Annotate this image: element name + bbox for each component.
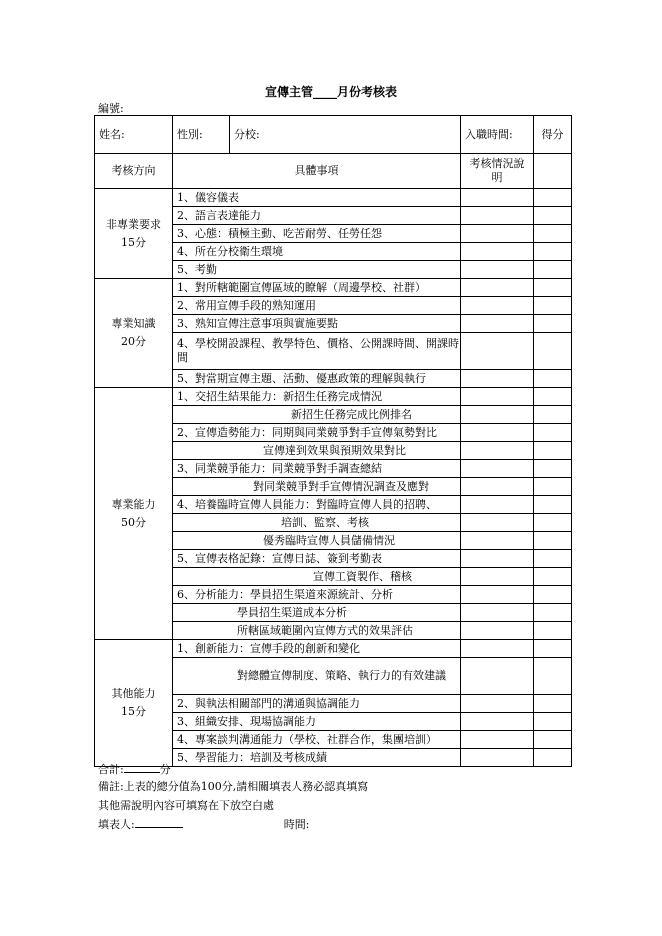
item-cell	[173, 695, 461, 713]
item-text: 2、語言表達能力	[177, 208, 261, 222]
item-cell	[173, 460, 461, 478]
category-cell	[95, 388, 173, 640]
item-cell	[173, 315, 461, 333]
item-cell	[173, 568, 461, 586]
item-text: 新招生任務完成比例排名	[291, 407, 412, 421]
status-cell[interactable]	[461, 640, 534, 658]
score-cell[interactable]	[534, 442, 572, 460]
score-cell[interactable]	[534, 749, 572, 767]
item-cell	[173, 406, 461, 424]
score-cell[interactable]	[534, 406, 572, 424]
status-cell[interactable]	[461, 261, 534, 279]
total-line	[98, 760, 171, 777]
item-text: 1、創新能力：宣傳手段的創新和變化	[177, 641, 360, 655]
evaluation-table	[94, 115, 572, 767]
category-name: 專業能力	[111, 497, 156, 511]
item-text: 6、分析能力：學員招生渠道來源統計、分析	[177, 587, 393, 601]
score-cell[interactable]	[534, 604, 572, 622]
status-header: 考核情況說明	[461, 154, 534, 189]
table-row	[95, 279, 572, 297]
score-cell[interactable]	[534, 496, 572, 514]
item-cell	[173, 189, 461, 207]
category-points: 20分	[121, 335, 146, 348]
score-header-blank[interactable]	[534, 154, 572, 189]
status-cell[interactable]	[461, 370, 534, 388]
status-cell[interactable]	[461, 315, 534, 333]
status-cell[interactable]	[461, 279, 534, 297]
status-cell[interactable]	[461, 406, 534, 424]
item-text: 5、考勤	[177, 262, 217, 276]
item-cell	[173, 279, 461, 297]
score-cell[interactable]	[534, 207, 572, 225]
item-text: 對總體宣傳制度、策略、執行力的有效建議	[237, 669, 446, 682]
time-label: 時間:	[283, 818, 310, 831]
status-cell[interactable]	[461, 388, 534, 406]
item-text: 5、學習能力：培訓及考核成績	[177, 750, 327, 764]
status-cell[interactable]	[461, 713, 534, 731]
status-cell[interactable]	[461, 333, 534, 370]
category-points: 50分	[121, 515, 146, 529]
status-cell[interactable]	[461, 568, 534, 586]
score-cell[interactable]	[534, 550, 572, 568]
item-text: 2、常用宣傳手段的熟知運用	[177, 298, 316, 312]
score-cell[interactable]	[534, 478, 572, 496]
status-cell[interactable]	[461, 586, 534, 604]
item-cell	[173, 713, 461, 731]
item-cell	[173, 586, 461, 604]
total-unit: 分	[159, 763, 171, 776]
status-cell[interactable]	[461, 207, 534, 225]
score-cell[interactable]	[534, 586, 572, 604]
item-cell	[173, 333, 461, 370]
item-cell	[173, 478, 461, 496]
note-text: 備註:上表的總分值為100分,請相關填表人務必認真填寫	[98, 780, 369, 793]
item-cell	[173, 243, 461, 261]
item-cell	[173, 207, 461, 225]
join-date-label: 入職時間:	[465, 127, 513, 141]
category-cell	[95, 189, 173, 279]
status-cell[interactable]	[461, 478, 534, 496]
score-cell[interactable]	[534, 315, 572, 333]
name-label: 姓名:	[99, 127, 125, 141]
name-label-cell[interactable]	[95, 116, 173, 154]
item-text: 3、組織安排、現場協調能力	[177, 714, 316, 728]
status-cell[interactable]	[461, 514, 534, 532]
item-text: 培訓、監察、考核	[281, 515, 369, 529]
item-text: 2、與執法相關部門的溝通與協調能力	[177, 696, 360, 710]
score-cell[interactable]	[534, 388, 572, 406]
item-text: 所轄區域範圍內宣傳方式的效果評估	[237, 623, 413, 637]
gender-label: 性別:	[177, 127, 203, 141]
item-cell	[173, 532, 461, 550]
item-text: 4、所在分校衛生環境	[177, 244, 283, 258]
score-cell[interactable]	[534, 532, 572, 550]
score-cell[interactable]	[534, 731, 572, 749]
score-label-cell	[534, 116, 572, 154]
item-text: 1、交招生結果能力：新招生任務完成情況	[177, 389, 382, 403]
score-cell[interactable]	[534, 370, 572, 388]
item-text: 對同業競爭對手宣傳情況調查及應對	[253, 479, 429, 493]
score-cell[interactable]	[534, 189, 572, 207]
code-label: 編號:	[98, 102, 124, 115]
score-cell[interactable]	[534, 243, 572, 261]
score-cell[interactable]	[534, 279, 572, 297]
status-cell[interactable]	[461, 550, 534, 568]
status-cell[interactable]	[461, 189, 534, 207]
score-cell[interactable]	[534, 640, 572, 658]
score-cell[interactable]	[534, 225, 572, 243]
status-cell[interactable]	[461, 622, 534, 640]
other-text: 其他需說明內容可填寫在下放空白處	[98, 799, 274, 812]
item-text: 3、熟知宣傳注意事項與實施要點	[177, 316, 338, 330]
score-cell[interactable]	[534, 713, 572, 731]
item-text: 1、對所轄範圍宣傳區域的瞭解（周邊學校、社群）	[177, 280, 426, 294]
item-text: 宣傳工資製作、稽核	[313, 569, 412, 583]
item-text: 4、專案談判溝通能力（學校、社群合作，集團培訓）	[177, 732, 437, 746]
score-cell[interactable]	[534, 297, 572, 315]
status-cell[interactable]	[461, 496, 534, 514]
category-cell	[95, 279, 173, 388]
score-cell[interactable]	[534, 658, 572, 695]
item-text: 5、對當期宣傳主題、活動、優惠政策的理解與執行	[177, 371, 426, 385]
table-row	[95, 388, 572, 406]
status-cell[interactable]	[461, 532, 534, 550]
category-name: 非專業要求	[106, 217, 161, 231]
join-date-cell[interactable]	[461, 116, 534, 154]
item-cell	[173, 496, 461, 514]
status-cell[interactable]	[461, 442, 534, 460]
status-cell[interactable]	[461, 225, 534, 243]
item-text: 1、儀容儀表	[177, 190, 239, 204]
item-text: 5、宣傳表格記錄：宣傳日誌、簽到考勤表	[177, 551, 382, 565]
total-label: 合計:	[98, 763, 124, 776]
filler-label: 填表人:	[98, 818, 135, 831]
item-text: 2、宣傳造勢能力：同期與同業競爭對手宣傳氣勢對比	[177, 425, 437, 439]
category-points: 15分	[121, 235, 146, 249]
item-text: 宣傳達到效果與預期效果對比	[263, 443, 406, 457]
score-cell[interactable]	[534, 568, 572, 586]
item-text: 優秀臨時宣傳人員儲備情況	[263, 533, 395, 547]
category-name: 專業知識	[111, 317, 156, 330]
items-header: 具體事項	[173, 154, 461, 189]
item-cell	[173, 261, 461, 279]
score-cell[interactable]	[534, 424, 572, 442]
status-cell[interactable]	[461, 731, 534, 749]
item-cell	[173, 640, 461, 658]
status-cell[interactable]	[461, 424, 534, 442]
item-cell	[173, 297, 461, 315]
status-cell[interactable]	[461, 297, 534, 315]
item-cell	[173, 225, 461, 243]
item-text: 學員招生渠道成本分析	[237, 605, 347, 619]
item-cell	[173, 604, 461, 622]
item-cell	[173, 442, 461, 460]
score-label: 得分	[541, 127, 564, 141]
status-cell[interactable]	[461, 749, 534, 767]
item-cell	[173, 424, 461, 442]
score-cell[interactable]	[534, 333, 572, 370]
score-cell[interactable]	[534, 514, 572, 532]
table-row	[95, 189, 572, 207]
branch-label-cell[interactable]	[230, 116, 461, 154]
item-cell	[173, 370, 461, 388]
score-cell[interactable]	[534, 695, 572, 713]
table-row	[95, 640, 572, 658]
item-cell	[173, 622, 461, 640]
score-cell[interactable]	[534, 622, 572, 640]
status-cell[interactable]	[461, 604, 534, 622]
form-title: 宣傳主管____月份考核表	[264, 85, 397, 99]
item-text: 3、心態：積極主動、吃苦耐勞、任勞任怨	[177, 226, 382, 240]
status-cell[interactable]	[461, 695, 534, 713]
score-cell[interactable]	[534, 261, 572, 279]
direction-header: 考核方向	[95, 154, 173, 189]
item-text: 4、培養臨時宣傳人員能力：對臨時宣傳人員的招聘、	[177, 497, 437, 511]
gender-label-cell[interactable]	[173, 116, 230, 154]
filler-blank[interactable]	[135, 815, 183, 828]
category-cell	[95, 640, 173, 767]
status-cell[interactable]	[461, 460, 534, 478]
status-cell[interactable]	[461, 658, 534, 695]
item-cell	[173, 514, 461, 532]
item-text: 4、學校開設課程、教學特色、價格、公開課時間、開課時間	[177, 337, 459, 364]
item-cell	[173, 550, 461, 568]
item-cell	[173, 731, 461, 749]
item-cell	[173, 388, 461, 406]
status-cell[interactable]	[461, 243, 534, 261]
branch-label: 分校:	[234, 127, 260, 141]
item-cell	[173, 658, 461, 695]
total-blank[interactable]	[124, 760, 160, 773]
filler-line	[98, 815, 309, 832]
item-text: 3、同業競爭能力：同業競爭對手調查總結	[177, 461, 382, 475]
item-cell	[173, 749, 461, 767]
category-name: 其他能力	[111, 687, 156, 700]
score-cell[interactable]	[534, 460, 572, 478]
category-points: 15分	[121, 705, 146, 718]
